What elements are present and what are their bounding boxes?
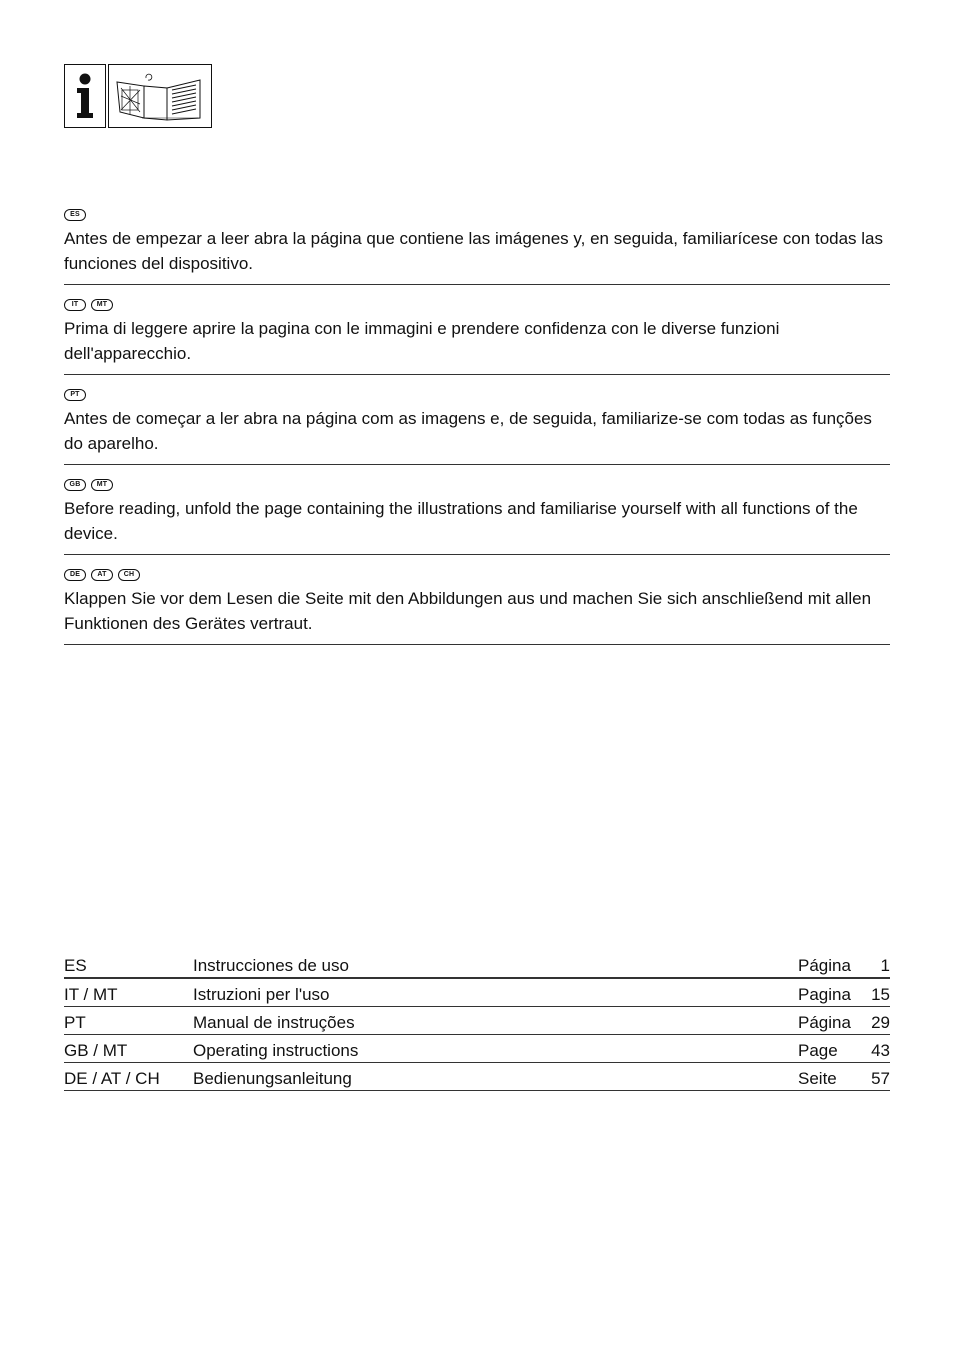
notice-text: Klappen Sie vor dem Lesen die Seite mit den Abbildungen aus und machen Sie sich anschließend mit allen Funktionen des Gerätes vertraut. bbox=[64, 589, 872, 633]
toc-row[interactable] bbox=[64, 978, 890, 1007]
toc-language-code: IT / MT bbox=[64, 985, 118, 1004]
toc-language-code: PT bbox=[64, 1013, 86, 1032]
notice-text: Before reading, unfold the page containing the illustrations and familiarise yourself with all functions of the device. bbox=[64, 499, 858, 543]
language-badge: PT bbox=[64, 389, 86, 401]
language-notices bbox=[64, 205, 890, 655]
notice-gb-mt bbox=[64, 475, 890, 555]
toc-title: Bedienungsanleitung bbox=[193, 1069, 352, 1088]
notice-text: Antes de empezar a leer abra la página que contiene las imágenes y, en seguida, familiarícese con todas las funciones del dispositivo. bbox=[64, 229, 884, 273]
toc-page-word: Página bbox=[798, 1013, 851, 1032]
table-of-contents bbox=[64, 950, 890, 1091]
toc-title: Manual de instruções bbox=[193, 1013, 355, 1032]
notice-it-mt bbox=[64, 295, 890, 375]
language-badges bbox=[64, 567, 890, 583]
toc-language-code: DE / AT / CH bbox=[64, 1069, 160, 1088]
toc-page-number: 29 bbox=[871, 1013, 890, 1032]
toc-title: Operating instructions bbox=[193, 1041, 359, 1060]
header-icons bbox=[64, 64, 212, 128]
toc-row[interactable] bbox=[64, 1063, 890, 1091]
language-badge: DE bbox=[64, 569, 86, 581]
language-badges bbox=[64, 387, 890, 403]
language-badges bbox=[64, 477, 890, 493]
toc-row[interactable] bbox=[64, 1007, 890, 1035]
notice-text: Prima di leggere aprire la pagina con le immagini e prendere confidenza con le diverse funzioni dell'apparecchio. bbox=[64, 319, 780, 363]
toc-page-number: 1 bbox=[880, 956, 890, 975]
notice-text: Antes de começar a ler abra na página com as imagens e, de seguida, familiarize-se com todas as funções do aparelho. bbox=[64, 409, 872, 453]
notice-de-at-ch bbox=[64, 565, 890, 645]
notice-es bbox=[64, 205, 890, 285]
toc-language-code: GB / MT bbox=[64, 1041, 128, 1060]
toc-page-word: Página bbox=[798, 956, 851, 975]
language-badge: CH bbox=[118, 569, 140, 581]
info-icon bbox=[64, 64, 106, 128]
language-badge: GB bbox=[64, 479, 86, 491]
language-badge: IT bbox=[64, 299, 86, 311]
toc-title: Instrucciones de uso bbox=[193, 956, 349, 975]
toc-title: Istruzioni per l'uso bbox=[193, 985, 330, 1004]
language-badge: ES bbox=[64, 209, 86, 221]
language-badge: MT bbox=[91, 479, 113, 491]
toc-language-code: ES bbox=[64, 956, 87, 975]
unfold-page-icon bbox=[108, 64, 212, 128]
language-badges bbox=[64, 207, 890, 223]
language-badges bbox=[64, 297, 890, 313]
language-badge: MT bbox=[91, 299, 113, 311]
toc-page-number: 15 bbox=[871, 985, 890, 1004]
toc-row[interactable] bbox=[64, 1035, 890, 1063]
toc-page-number: 57 bbox=[871, 1069, 890, 1088]
toc-page-number: 43 bbox=[871, 1041, 890, 1060]
language-badge: AT bbox=[91, 569, 113, 581]
toc-page-word: Pagina bbox=[798, 985, 851, 1004]
toc-row[interactable] bbox=[64, 950, 890, 978]
toc-page-word: Seite bbox=[798, 1069, 837, 1088]
notice-pt bbox=[64, 385, 890, 465]
toc-page-word: Page bbox=[798, 1041, 838, 1060]
